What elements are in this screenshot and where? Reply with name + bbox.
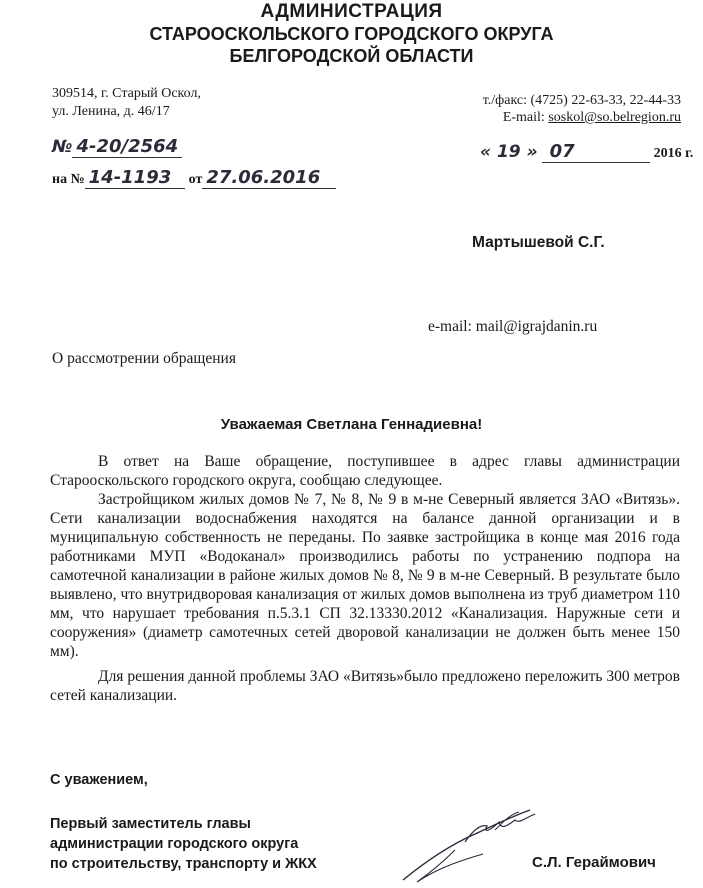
org-title: АДМИНИСТРАЦИЯ [260, 1, 443, 22]
body-paragraph-1: В ответ на Ваше обращение, поступившее в адрес главы администрации Старооскольского городского округа, сообщаю следующее. [50, 453, 680, 489]
salutation: Уважаемая Светлана Геннадиевна! [220, 416, 483, 433]
closing-phrase: С уважением, [50, 772, 148, 788]
letter-body [50, 452, 680, 705]
signatory-line3: по строительству, транспорту и ЖКХ [50, 856, 317, 872]
body-paragraph-2: Застройщиком жилых домов № 7, № 8, № 9 в м-не Северный является ЗАО «Витязь». Сети канализации водоснабжения находятся на балансе данной организации и в муниципальную собственность не переданы. По заявке застройщика в конце мая 2016 года работниками МУП «Водоканал» производились работы по устранению подпора на самотечной канализации в районе жилых домов № 8, № 9 в м-не Северный. В результате было выявлено, что внутридворовая канализация от жилых домов выполнена из труб диаметром 110 мм, что нарушает требования п.5.3.1 СП 32.13330.2012 «Канализация. Наружные сети и сооружения» (диаметр самотечных сетей дворовой канализации не должен быть менее 150 мм). [50, 491, 680, 660]
email-line [503, 110, 681, 126]
signatory-position [50, 814, 317, 874]
phone-fax: т./факс: (4725) 22-63-33, 22-44-33 [482, 93, 681, 108]
address-line1: 309514, г. Старый Оскол, [52, 86, 201, 101]
signatory-line2: администрации городского округа [50, 836, 299, 852]
body-paragraph-3: Для решения данной проблемы ЗАО «Витязь»было предложено переложить 300 метров сетей канализации. [50, 668, 680, 704]
recipient-name: Мартышевой С.Г. [472, 234, 605, 251]
email-link[interactable]: soskol@so.belregion.ru [548, 110, 681, 125]
signatory-line1: Первый заместитель главы [50, 816, 251, 832]
ref-date-prefix: от [188, 172, 203, 187]
handwritten-signature [395, 800, 545, 885]
ref-prefix: на № [52, 172, 85, 187]
date-month: 07 [542, 141, 650, 163]
address-line2: ул. Ленина, д. 46/17 [52, 104, 170, 119]
outgoing-date [480, 141, 693, 163]
reference-line [52, 167, 336, 189]
signatory-name: С.Л. Гераймович [532, 854, 656, 871]
number-value: 4-20/2564 [72, 136, 182, 158]
org-title-line3: БЕЛГОРОДСКОЙ ОБЛАСТИ [229, 46, 474, 66]
recipient-email: e-mail: mail@igrajdanin.ru [428, 318, 598, 335]
date-year: 2016 г. [653, 146, 694, 161]
org-title-line2: СТАРООСКОЛЬСКОГО ГОРОДСКОГО ОКРУГА [149, 24, 554, 44]
date-day: « 19 » [480, 142, 538, 162]
ref-date: 27.06.2016 [202, 167, 336, 189]
ref-number: 14-1193 [85, 167, 185, 189]
outgoing-number [52, 136, 182, 157]
subject-line: О рассмотрении обращения [52, 350, 236, 367]
number-prefix: № [52, 137, 73, 157]
email-prefix: E-mail: [502, 110, 549, 125]
